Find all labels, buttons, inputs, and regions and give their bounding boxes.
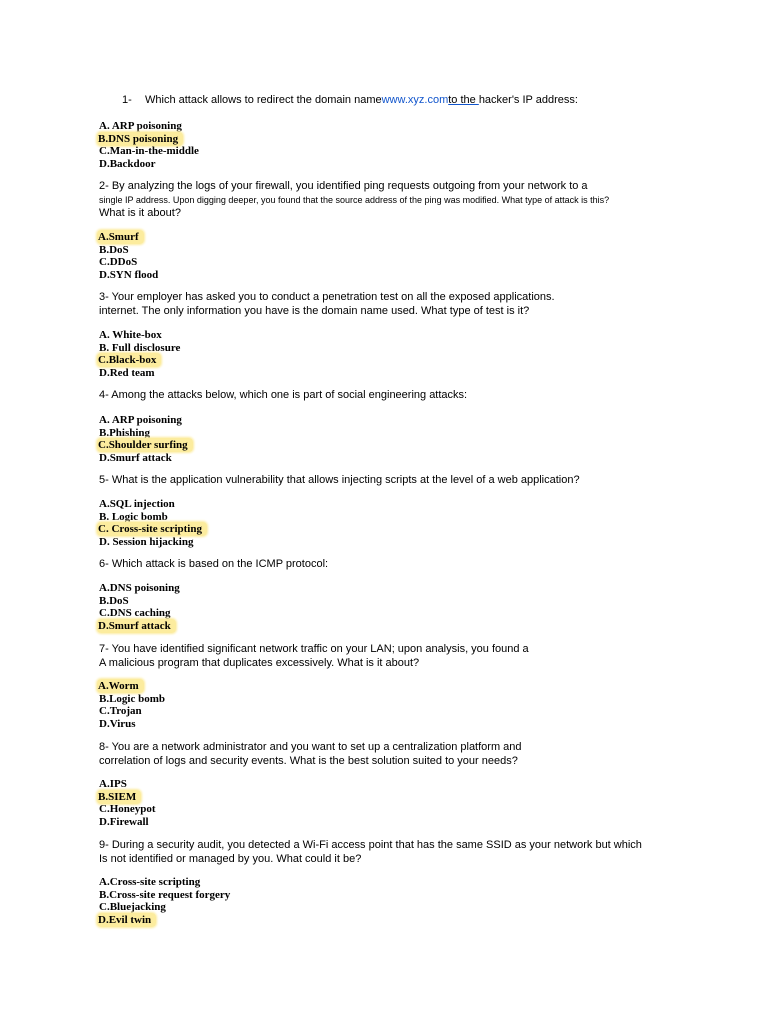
- option-c-correct: C.Shoulder surfing: [99, 439, 193, 452]
- options-list-9: [99, 876, 230, 926]
- option-d-correct: D.Smurf attack: [99, 620, 180, 633]
- option-d: D.Firewall: [99, 815, 149, 828]
- options-list-5: [99, 498, 207, 548]
- question-text: hacker's IP address:: [478, 94, 578, 106]
- question-number: 1-: [122, 94, 132, 106]
- question-line: 6- Which attack is based on the ICMP protocol:: [99, 558, 329, 570]
- option-b: B.Logic bomb: [99, 692, 166, 705]
- option-b-correct: B.DNS poisoning: [99, 133, 199, 146]
- options-list-2: [99, 231, 158, 281]
- question-line: single IP address. Upon digging deeper, you found that the source address of the ping was modified. What type of attack is this?: [99, 194, 610, 205]
- option-d-correct: D.Evil twin: [99, 914, 230, 927]
- option-b-correct: B.SIEM: [99, 791, 156, 804]
- question-text: Which attack allows to redirect the domain name: [145, 94, 382, 106]
- option-a-correct: A.Worm: [99, 680, 165, 693]
- option-d: D.SYN flood: [99, 268, 159, 281]
- options-list-4: [99, 414, 193, 464]
- option-c-correct: C. Cross-site scripting: [99, 523, 207, 536]
- option-c: C.Man-in-the-middle: [99, 145, 199, 158]
- domain-link[interactable]: www.xyz.com: [381, 94, 449, 106]
- option-b: B.Cross-site request forgery: [99, 888, 231, 901]
- option-d: D.Red team: [99, 366, 155, 379]
- option-a-correct: A.Smurf: [99, 231, 158, 244]
- option-d: D. Session hijacking: [99, 535, 194, 548]
- option-b: B. Full disclosure: [99, 341, 181, 354]
- question-1: [122, 94, 578, 108]
- option-c-correct: C.Black-box: [99, 354, 180, 367]
- option-c: C.DNS caching: [99, 607, 171, 620]
- question-6: [99, 558, 328, 572]
- option-c: C.Honeypot: [99, 803, 156, 816]
- question-9: [99, 839, 642, 866]
- option-a: A.Cross-site scripting: [99, 876, 201, 888]
- options-list-6: [99, 582, 180, 632]
- option-b: B.Phishing: [99, 426, 151, 439]
- question-text-underlined: to the: [448, 94, 479, 106]
- options-list-1: [99, 120, 199, 170]
- question-line: internet. The only information you have is the domain name used. What type of test is it?: [99, 304, 530, 317]
- question-line: 5- What is the application vulnerability that allows injecting scripts at the level of a web application?: [99, 474, 580, 486]
- option-b: B.DoS: [99, 243, 129, 256]
- question-line: 2- By analyzing the logs of your firewall, you identified ping requests outgoing from your network to a: [99, 180, 588, 192]
- question-5: [99, 474, 580, 488]
- option-a: A. ARP poisoning: [99, 414, 182, 426]
- question-line: correlation of logs and security events. What is the best solution suited to your needs?: [99, 754, 518, 767]
- option-c: C.DDoS: [99, 256, 138, 269]
- question-line: What is it about?: [99, 206, 181, 219]
- option-d: D.Smurf attack: [99, 451, 172, 464]
- question-line: Is not identified or managed by you. What could it be?: [99, 852, 362, 865]
- option-a: A.IPS: [99, 778, 127, 790]
- option-d: D.Virus: [99, 717, 136, 730]
- option-c: C.Trojan: [99, 705, 142, 718]
- option-a: A. ARP poisoning: [99, 120, 182, 132]
- question-7: [99, 643, 529, 670]
- question-8: [99, 741, 522, 768]
- question-line: A malicious program that duplicates excessively. What is it about?: [99, 656, 420, 669]
- question-line: 8- You are a network administrator and you want to set up a centralization platform and: [99, 741, 522, 753]
- option-b: B. Logic bomb: [99, 510, 168, 523]
- question-4: [99, 389, 467, 403]
- question-2: [99, 180, 609, 220]
- option-a: A.SQL injection: [99, 498, 175, 510]
- option-c: C.Bluejacking: [99, 901, 166, 914]
- options-list-8: [99, 778, 156, 828]
- options-list-7: [99, 680, 165, 730]
- option-a: A.DNS poisoning: [99, 582, 180, 594]
- option-d: D.Backdoor: [99, 157, 156, 170]
- question-line: 3- Your employer has asked you to conduct a penetration test on all the exposed applications.: [99, 291, 555, 303]
- question-3: [99, 291, 555, 318]
- option-a: A. White-box: [99, 329, 162, 341]
- option-b: B.DoS: [99, 594, 129, 607]
- options-list-3: [99, 329, 180, 379]
- question-line: 7- You have identified significant network traffic on your LAN; upon analysis, you found a: [99, 643, 529, 655]
- question-line: 4- Among the attacks below, which one is part of social engineering attacks:: [99, 389, 468, 401]
- question-line: 9- During a security audit, you detected a Wi-Fi access point that has the same SSID as your network but which: [99, 839, 642, 851]
